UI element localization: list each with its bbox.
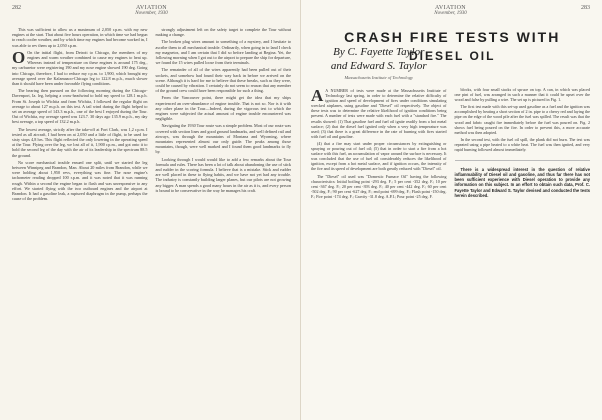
paragraph-dropcap: A A NUMBER of tests were made at the Massachusetts Institute of Technology last spring, in order to determine the relative difficulty of ignition and speed of development of fires under conditions simulating wrecked airplanes, using gasoline and "Diesel" oil respectively. The object of these tests was to determine the relative likelihood of ignition conditions being present. A number of tests were made with each fuel with a "standard fire." The results showed: (1) That gasoline fuel and fuel oil ignite readily from a hot metal surface; (2) that the diesel fuel ignited only when a very high temperature was used; (3) that there is a great difference in the rate of burning with fires started with fuel oil and gasoline. [311, 86, 447, 139]
left-article-columns [12, 27, 291, 204]
author-line-2: and Edward S. Taylor [330, 60, 427, 72]
right-running-head [311, 5, 590, 27]
paragraph: The lowest average, strictly after the take-off at Fort Clark, was 1,2 r.p.m. I tested as all aircraft, I had been on at 2,050 and a little of flight, to be used for sixty stops 4,8 hrs. This flight reflected the only lowering in the operating speed at the Tour. Flying over the leg, we lost all of it, 1,900 r.p.m., and got onto it to hold the second leg of the day with the air of its leadership in the spectrum 88.5 the ground. [12, 126, 148, 158]
right-issue-date: November, 1930 [434, 11, 467, 16]
paragraph: The "Diesel" oil used was "Domestic Furnace Oil" having the following characteristics: Initial boiling point -293 deg. F.; 5 per cent -352 deg. F.; 10 per cent -367 deg. F.; 20 per cent -393 deg. F.; 40 per cent -442 deg. F.; 60 per cent -502 deg. F.; 90 per cent -627 deg. F.; end point -699 deg. F.; Flash point -150 deg. F.; Fire point -174 deg. F.; Gravity -31.8 deg. A.P.I.; Pour point -25 deg. F. [311, 173, 447, 199]
paragraph: In the second test, with the fuel oil spill, the plank did not burn. The test was repeated using a pipe heated to a white heat. The fuel was then ignited, and very rapid burning followed almost immediately. [454, 136, 590, 153]
paragraph: No score mechanical trouble ensued one split, until we started the leg between Winnipeg and Brandon, Man. About 20 miles from Brandon, while we were holding about 1,950 revs, everything was fine. The nose engine's tachometer reading dropped 100 r.p.m. and it was noted that it was running rough. Within a second the engine began to flash and was unresponsive to any effort. We started flying with the two outboard engines and the airport at Brandon. It had a gasoline leak, a ruptured diaphragm in the pump, perhaps the cause of the problem. [12, 159, 148, 202]
author-line-1: By C. Fayette Taylor [333, 46, 425, 58]
paragraph-dropcap: O On the initial flight, from Detroit to Chicago, the members of my engines and warm weather combined to cause my engines to heat up. Whereas instead of temperature on these engines is around 175 deg., my carburetor were registering 190 and my nose engine showed 190 deg. Going into Chicago, therefore, I had to reduce my r.p.m. to 1,900, which brought my average speed over the Kalamazoo-Chicago leg to 122.8 m.p.h., much slower than it should have been under favorable flying conditions. [12, 47, 148, 87]
paragraph: From the Vancouver point, there might get the idea that my ships experienced an over-abundance of engine trouble. That is not so. Nor is it with any other plane in the Tour—Indeed, during the vigorous test to which the engines were subjected the actual amount of engine trouble encountered was negligible. [155, 95, 291, 122]
author-affiliation: Massachusetts Institute of Technology [344, 75, 413, 80]
right-page-number: 283 [581, 5, 590, 11]
abstract-rule [455, 160, 591, 161]
right-article-columns [311, 27, 590, 201]
paragraph: Looking through I would would like to add a few remarks about the Tour formula and rules. There has been a lot of talk about abandoning the use of stick and rudder in the scoring formula. I believe that is a mistake. Stick and rudder are well placed in these to flying habits, and we have not yet had any trouble. The industry is constantly building larger planes, but our pilots are not growing any bigger. A man spends a good many hours in the air as it is, and every person is bound to be conservative in the way he manages his craft. [155, 156, 291, 193]
drop-cap: A [311, 86, 324, 105]
left-publication-name: AVIATION [135, 5, 168, 11]
article-title-line-2: DIESEL OIL [409, 49, 496, 63]
paragraph: The first test made with this set-up used gasoline as a fuel and the ignition was accomplished by heating a short section of 2 in. pipe to a cherry red and laying the pipe on the edge of the wood pile after the fuel was spilled. The result was that the wood and fabric caught fire immediately before the fuel was poured on. Fig. 2 shows fuel being poured on the fire. In order to prevent this, a more accurate method was then adopted. [454, 104, 590, 135]
left-running-head [12, 5, 291, 27]
paragraph: The remainder of all of the wires apparently had been pulled out of their sockets, and somehow had found their way back in before we arrived on the scene. Although it is hard for me to believe that these breaks, such as they were, could be caused by vibration. I certainly do not seem to reason that any member of the ground crew could have been responsible for such a thing. [155, 67, 291, 94]
paragraph: The bearing then pursued on the following morning during the Chicago-Davenport, Ia. leg, helping a cross-headwind to hold my speed to 128.1 m.p.h. From St. Joseph to Wichita and from Wichita, I followed the regular flight on average to about 127 m.p.h. on this test. A tail wind during the flight helped to set an average speed of 143.3 m.p.h., one of the best I enjoyed during the Tour. Out of Wichita, my average speed was 123.7. 30 days ago 135.9 m.p.h., my day best average, a top speed of 132.2 m.p.h. [12, 88, 148, 125]
left-column-2 [156, 27, 292, 204]
article-title-line-1: CRASH FIRE TESTS WITH [344, 29, 561, 45]
paragraph: (4) that a fire may start under proper circumstances by extinguishing or spraying or pouring out of fuel oil; (5) that in order to start a fire from a hot surface with this fuel, an accumulation of vapor around the surface is necessary. It was concluded that the use of fuel oil considerably reduces the likelihood of ignition, except from a hot metal surface, and if ignition occurs, the intensity of the fire and its speed of development are both greatly reduced with "Diesel" oil. [311, 140, 447, 172]
paragraph: This was sufficient to allow us a maximum of 2,050 r.p.m. with my new engines at the start. That about five hours operation, in which time we had begun to reach cooler weather, and by which time my engines had become worked in, I was able to rev them up to 2,050 r.p.m. [12, 27, 148, 48]
left-issue-date: November, 1930 [135, 11, 168, 16]
right-page [301, 0, 602, 420]
article-abstract: There is a widespread interest in the question of relative inflammability of Diesel oil and gasoline, and thus far there has not been sufficient experience with Diesel operation to provide any information on this subject. In an effort to obtain such data, Prof. C. Fayette Taylor and Edward S. Taylor devised and conducted the tests herein described. [454, 167, 590, 198]
paragraph: strongly adjustment left on the safety target to complete the Tour without making a change. [155, 27, 291, 38]
left-column-1 [12, 27, 148, 204]
paragraph: The broken plug wires amount to something of a mystery, and I hesitate to ascribe them to all mechanical trouble. Ordinarily, when going in to land I check my magnetos, and I am certain that I did so before landing at Regina. Yet, the following morning when I got out to the airport to prepare the ship for departure, we found the 15 wires pulled loose from their terminals. [155, 39, 291, 66]
drop-cap: O [12, 47, 26, 67]
article-title [315, 29, 591, 63]
right-publication-name: AVIATION [434, 5, 467, 11]
left-page-number: 282 [12, 5, 21, 11]
paragraph: Navigating the 1930 Tour route was a simple problem. Most of our route was covered with section lines and good ground landmarks, and well defined rail and airways, was through the mountains of Montana and Wyoming, where mountains represented almost our only guide. The peaks among those mountains, though, were well marked and I found them good landmarks to fly by. [155, 123, 291, 155]
paragraph: blocks, with four small stacks of spruce on top. A can, in which was placed one pint of fuel, was arranged in such a manner that it could be upset over the wood and false by pulling a wire. The set up is pictured in Fig. 1. [454, 87, 590, 103]
